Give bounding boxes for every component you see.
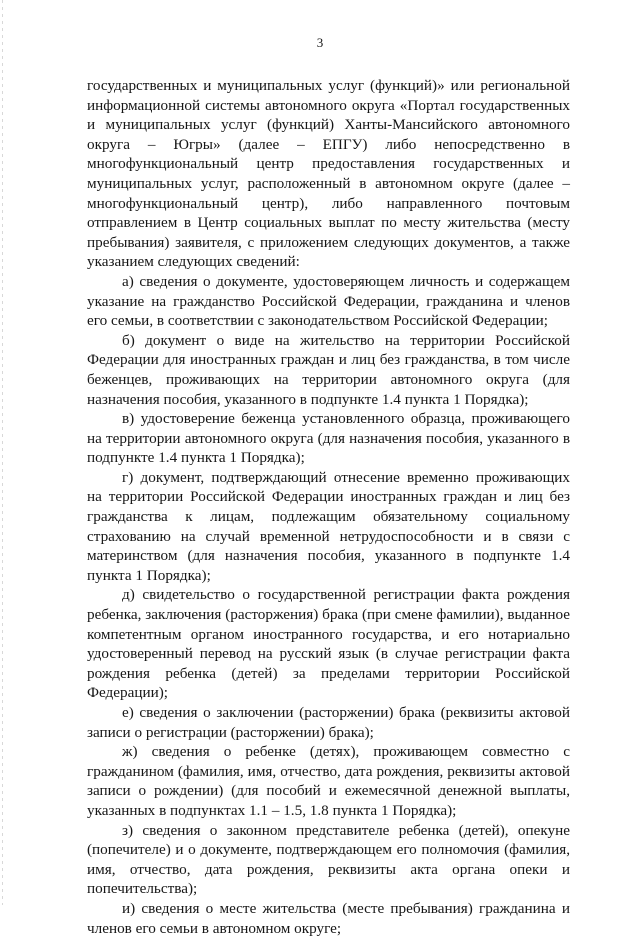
list-item-b: б) документ о виде на жительство на территории Российской Федерации для иностранных граждан и лиц без гражданства, в том числе беженцев, проживающих на территории автономного округа (для назначения пособия, указанного в подпункте 1.4 пункта 1 Порядка); — [87, 331, 570, 408]
list-item-e: е) сведения о заключении (расторжении) брака (реквизиты актовой записи о регистрации (расторжении) брака); — [87, 704, 570, 741]
document-body — [87, 76, 570, 938]
list-item-v: в) удостоверение беженца установленного образца, проживающего на территории автономного округа (для назначения пособия, указанного в подпункте 1.4 пункта 1 Порядка); — [87, 410, 570, 467]
scan-edge-mark — [2, 0, 3, 905]
list-item-a: а) сведения о документе, удостоверяющем личность и содержащем указание на гражданство Российской Федерации, гражданина и членов его семьи, в соответствии с законодательством Российской Федерации; — [87, 272, 570, 330]
page-number: 3 — [316, 35, 324, 50]
list-item-d: д) свидетельство о государственной регистрации факта рождения ребенка, заключения (расторжения) брака (при смене фамилии), выданное компетентным органом иностранного государства, и его нотариально удостоверенный перевод на русский язык (в случае регистрации факта рождения ребенка (детей) за пределами территории Российской Федерации); — [87, 586, 570, 702]
list-item-i: и) сведения о месте жительства (месте пребывания) гражданина и членов его семьи в автономном округе; — [87, 899, 570, 937]
list-item-g: г) документ, подтверждающий отнесение временно проживающих на территории Российской Федерации иностранных граждан и лиц без гражданства к лицам, подлежащим обязательному социальному страхованию на случай временной нетрудоспособности и в связи с материнством (для назначения пособия, указанного в подпункте 1.4 пункта 1 Порядка); — [87, 468, 570, 584]
list-item-z: з) сведения о законном представителе ребенка (детей), опекуне (попечителе) и о документе, подтверждающем его полномочия (фамилия, имя, отчество, дата рождения, реквизиты акта органа опеки и попечительства); — [87, 821, 570, 898]
list-item-zh: ж) сведения о ребенке (детях), проживающем совместно с гражданином (фамилия, имя, отчество, дата рождения, реквизиты актовой записи о рождении) (для пособий и ежемесячной денежной выплаты, указанных в подпунктах 1.1 – 1.5, 1.8 пункта 1 Порядка); — [87, 743, 570, 819]
paragraph-continuation: государственных и муниципальных услуг (функций)» или региональной информационной системы автономного округа «Портал государственных и муниципальных услуг (функций) Ханты-Мансийского автономного округа – Югры» (далее – ЕПГУ) либо непосредственно в многофункциональный центр предоставления государственных и муниципальных услуг, расположенный в автономном округе (далее – многофункциональный центр), либо направленного почтовым отправлением в Центр социальных выплат по месту жительства (месту пребывания) заявителя, с приложением следующих документов, а также указанием следующих сведений: — [87, 77, 570, 271]
